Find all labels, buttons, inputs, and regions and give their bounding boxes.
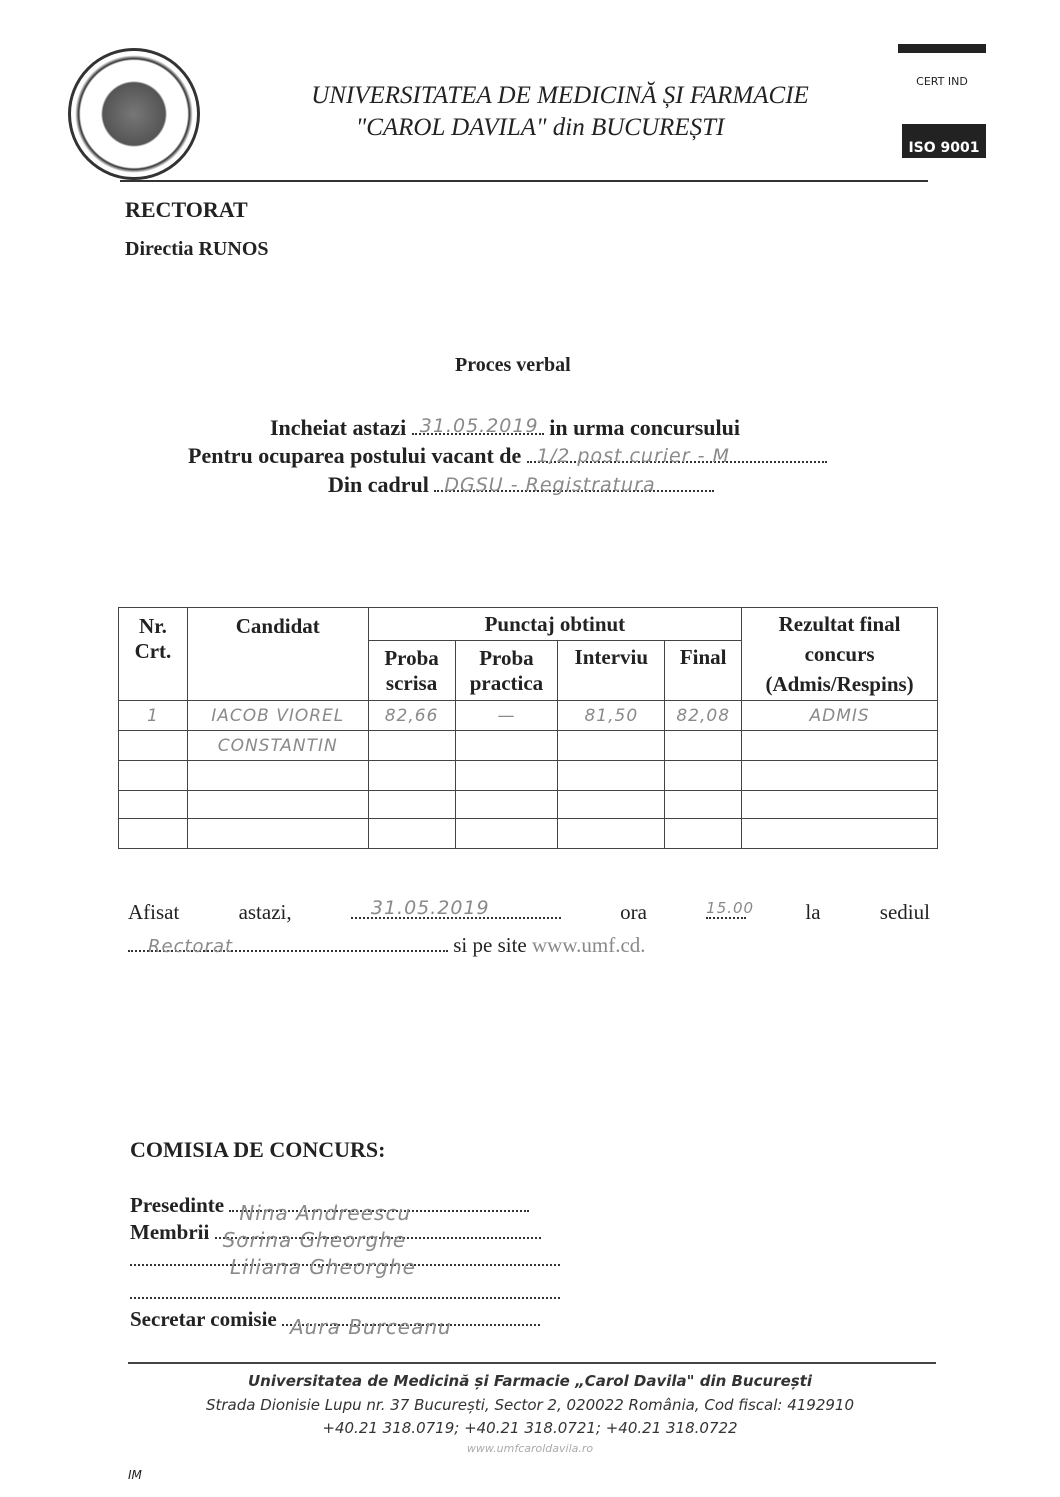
afisat-label: Afisat <box>128 900 180 924</box>
footer-rule <box>128 1362 936 1364</box>
posting-ora: 15.00 <box>706 899 755 917</box>
site-label: si pe site <box>453 933 527 957</box>
cell-nr <box>119 731 188 761</box>
cell-interviu <box>558 761 665 791</box>
line-post <box>188 443 827 469</box>
cell-nr <box>119 819 188 849</box>
astazi-label: astazi, <box>238 900 292 924</box>
cell-interviu <box>558 819 665 849</box>
cell-final <box>665 791 742 819</box>
iso-text: ISO 9001 <box>908 140 980 156</box>
footer-address: Strada Dionisie Lupu nr. 37 București, Sector 2, 020022 România, Cod fiscal: 4192910 <box>205 1396 855 1414</box>
cell-interviu: 81,50 <box>558 701 665 731</box>
cell-interviu <box>558 791 665 819</box>
cell-rezultat <box>742 761 938 791</box>
cell-nr: 1 <box>119 701 188 731</box>
cell-scrisa <box>368 731 455 761</box>
university-seal-logo <box>68 48 200 180</box>
header-final: Final <box>665 641 742 701</box>
cert-logo <box>898 44 986 88</box>
cell-nr <box>119 791 188 819</box>
header-interviu: Interviu <box>558 641 665 701</box>
membru-2-name: Liliana Gheorghe <box>230 1255 416 1279</box>
posting-date: 31.05.2019 <box>370 897 490 919</box>
ora-label: ora <box>620 900 647 924</box>
cell-practica <box>455 791 558 819</box>
cell-rezultat: ADMIS <box>742 701 938 731</box>
secretar-name: Aura Burceanu <box>290 1315 452 1339</box>
header-rezultat: Rezultat final concurs (Admis/Respins) <box>742 608 938 701</box>
cell-candidat <box>187 761 368 791</box>
cell-final: 82,08 <box>665 701 742 731</box>
cell-nr <box>119 761 188 791</box>
sediul-label: sediul <box>879 900 930 924</box>
cell-rezultat <box>742 819 938 849</box>
table-row <box>119 731 938 761</box>
university-name <box>250 80 870 144</box>
cell-final <box>665 761 742 791</box>
cadru-value: DGSU - Registratura <box>444 474 656 496</box>
cell-scrisa <box>368 819 455 849</box>
cadru-label: Din cadrul <box>328 472 429 497</box>
header-proba-practica: Proba practica <box>455 641 558 701</box>
posting-location: Rectorat <box>148 936 234 957</box>
header-punctaj: Punctaj obtinut <box>368 608 742 641</box>
cell-final <box>665 819 742 849</box>
cell-candidat <box>187 819 368 849</box>
cell-rezultat <box>742 731 938 761</box>
cell-practica: — <box>455 701 558 731</box>
la-label: la <box>805 900 821 924</box>
membru-1-name: Sorina Gheorghe <box>222 1228 407 1252</box>
header-proba-scrisa: Proba scrisa <box>368 641 455 701</box>
cell-scrisa <box>368 761 455 791</box>
presedinte-name: Nina Andreescu <box>239 1201 412 1225</box>
cell-rezultat <box>742 791 938 819</box>
commission-list <box>130 1192 560 1339</box>
post-label: Pentru ocuparea postului vacant de <box>188 443 522 468</box>
university-line2: "CAROL DAVILA" din BUCUREȘTI <box>355 114 725 141</box>
cell-interviu <box>558 731 665 761</box>
line-cadru <box>328 472 714 498</box>
cell-scrisa <box>368 791 455 819</box>
footer-website: www.umfcaroldavila.ro <box>466 1442 594 1455</box>
iso-badge <box>902 124 986 158</box>
commission-title: COMISIA DE CONCURS: <box>130 1137 386 1162</box>
incheiat-label: Incheiat astazi <box>270 415 407 440</box>
presedinte-label: Presedinte <box>130 1193 225 1217</box>
cell-candidat <box>187 791 368 819</box>
cell-practica <box>455 819 558 849</box>
site-link: www.umf.cd. <box>532 933 646 957</box>
table-row <box>119 701 938 731</box>
membrii-label: Membrii <box>130 1220 210 1244</box>
department-subtitle: Directia RUNOS <box>125 238 269 260</box>
footer-initials: IM <box>128 1468 142 1482</box>
document-title: Proces verbal <box>455 354 571 376</box>
header-rule <box>120 180 928 182</box>
cell-candidat: IACOB VIOREL <box>187 701 368 731</box>
header-nr: Nr. Crt. <box>119 608 188 701</box>
table-row <box>119 761 938 791</box>
university-line1: UNIVERSITATEA DE MEDICINĂ ȘI FARMACIE <box>311 82 809 109</box>
department-title: RECTORAT <box>125 197 248 222</box>
secretar-label: Secretar comisie <box>130 1307 277 1331</box>
incheiat-date: 31.05.2019 <box>419 415 539 437</box>
table-row <box>119 819 938 849</box>
cell-scrisa: 82,66 <box>368 701 455 731</box>
footer-line1: Universitatea de Medicină și Farmacie „Carol Davila" din București <box>247 1372 812 1390</box>
cert-ind-text: CERT IND <box>916 75 968 88</box>
line-incheiat <box>270 415 740 441</box>
table-row <box>119 791 938 819</box>
results-table <box>118 607 938 849</box>
header-candidat: Candidat <box>187 608 368 701</box>
cell-final <box>665 731 742 761</box>
cell-candidat: CONSTANTIN <box>187 731 368 761</box>
posting-line2 <box>128 933 646 958</box>
post-value: 1/2 post curier - M <box>536 445 730 467</box>
posting-line1 <box>128 897 930 925</box>
footer-phones: +40.21 318.0719; +40.21 318.0721; +40.21 318.0722 <box>322 1419 738 1437</box>
cell-practica <box>455 761 558 791</box>
incheiat-suffix: in urma concursului <box>549 415 740 440</box>
cell-practica <box>455 731 558 761</box>
